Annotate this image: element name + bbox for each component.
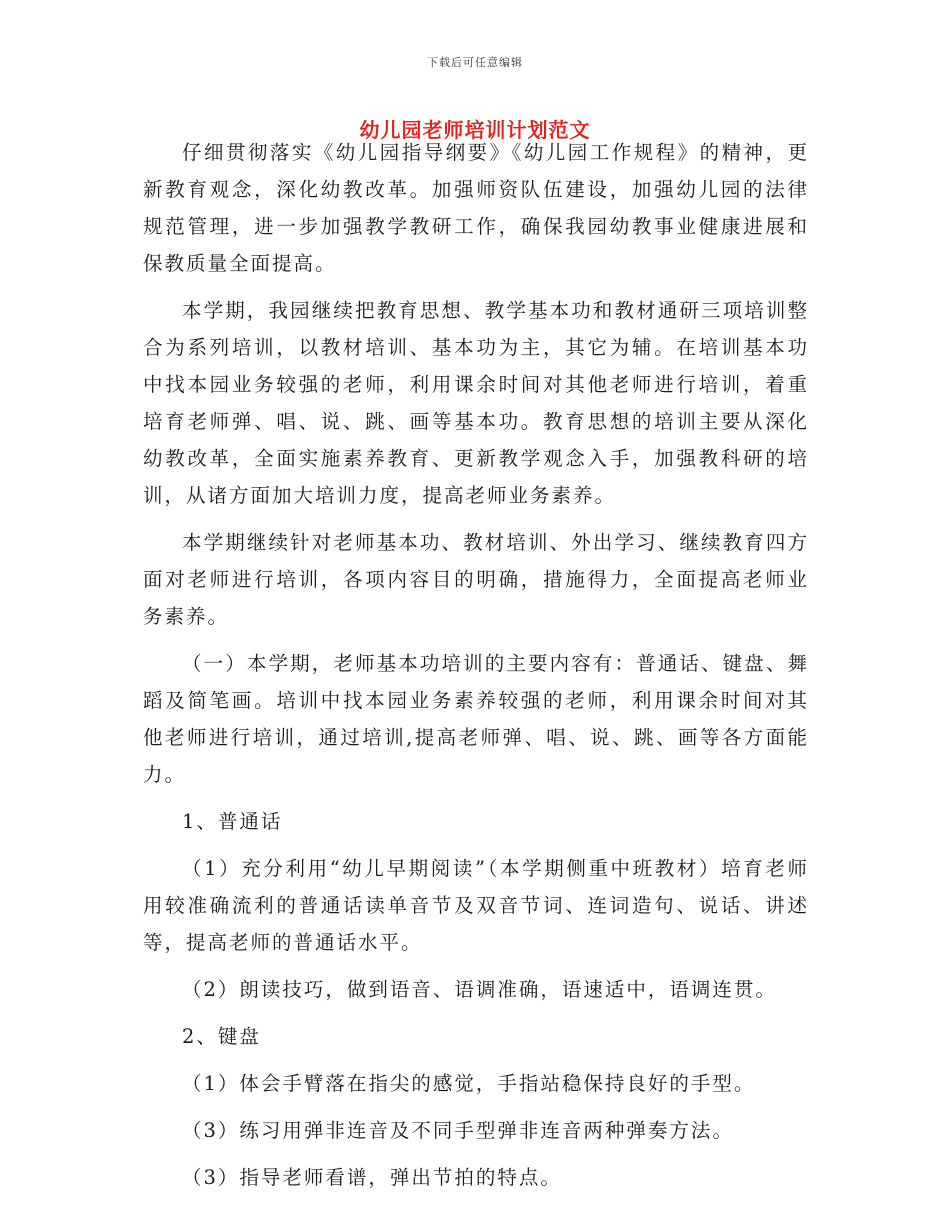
paragraph-mandarin-2: （2）朗读技巧，做到语音、语调准确，语速适中，语调连贯。 [182,978,777,1001]
paragraph-semester-plan: 本学期，我园继续把教育思想、教学基本功和教材通研三项培训整合为系列培训，以教材培训、基本功为主，其它为辅。在培训基本功中找本园业务较强的老师，利用课余时间对其他老师进行培训，着重培育老师弹、唱、说、跳、画等基本功。教育思想的培训主要从深化幼教改革，全面实施素养教育、更新教学观念入手，加强教科研的培训，从诸方面加大培训力度，提高老师业务素养。 [143,299,809,507]
paragraph-training-areas: 本学期继续针对老师基本功、教材培训、外出学习、继续教育四方面对老师进行培训，各项内容目的明确，措施得力，全面提高老师业务素养。 [143,531,809,628]
header-note: 下载后可任意编辑 [427,56,523,69]
paragraph-keyboard-1: （1）体会手臂落在指尖的感觉，手指站稳保持良好的手型。 [182,1072,756,1095]
heading-keyboard: 2、键盘 [182,1025,261,1048]
paragraph-keyboard-3: （3）指导老师看谱，弹出节拍的特点。 [182,1166,562,1189]
paragraph-section-one: （一）本学期，老师基本功培训的主要内容有：普通话、键盘、舞蹈及简笔画。培训中找本园业务素养较强的老师，利用课余时间对其他老师进行培训，通过培训,提高老师弹、唱、说、跳、画等各方面能力。 [143,652,809,786]
paragraph-keyboard-2: （3）练习用弹非连音及不同手型弹非连音两种弹奏方法。 [182,1119,734,1142]
paragraph-intro: 仔细贯彻落实《幼儿园指导纲要》《幼儿园工作规程》的精神，更新教育观念，深化幼教改革。加强师资队伍建设，加强幼儿园的法律规范管理，进一步加强教学教研工作，确保我园幼教事业健康进展和保教质量全面提高。 [143,141,809,275]
heading-mandarin: 1、普通话 [182,810,283,833]
document-body [143,134,809,1196]
paragraph-mandarin-1: （1）充分利用“幼儿早期阅读”（本学期侧重中班教材）培育老师用较准确流利的普通话读单音节及双音节词、连词造句、说话、讲述等，提高老师的普通话水平。 [143,857,809,954]
document-title: 幼儿园老师培训计划范文 [359,118,591,142]
